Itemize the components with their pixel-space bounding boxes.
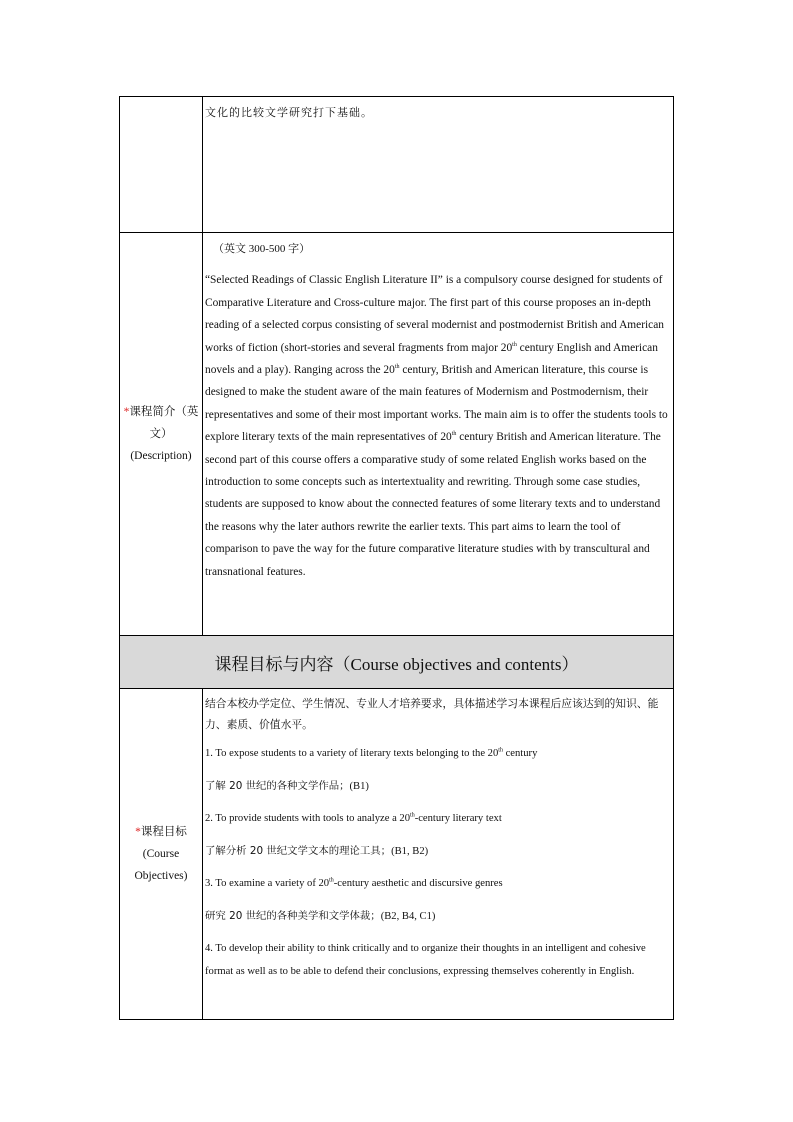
required-asterisk: * [135, 826, 141, 838]
objective-2: 2. To provide students with tools to analyze a 20th-century literary text [205, 812, 502, 824]
objective-1: 1. To expose students to a variety of literary texts belonging to the 20th century [205, 747, 538, 759]
section-header [120, 636, 674, 689]
objective-2-zh: 了解分析 20 世纪文学文本的理论工具；(B1, B2) [205, 845, 429, 857]
objective-3: 3. To examine a variety of 20th-century aesthetic and discursive genres [205, 877, 503, 889]
required-asterisk: * [123, 406, 130, 418]
description-label [120, 233, 203, 636]
section-header-row [120, 636, 674, 689]
empty-label-cell [120, 97, 203, 233]
objectives-label [120, 689, 203, 1020]
description-text: “Selected Readings of Classic English Literature II” is a compulsory course designed for students of Comparative Literature and Cross-culture major. The first part of this course proposes an in-depth reading of a selected corpus consisting of several modernist and postmodernist British and American works of fiction (short-stories and several fragments from major 20th century English and American novels and a play). Ranging across the 20th century, British and American literature, this course is designed to make the student aware of the main features of Modernism and Postmodernism, their representatives and some of their most important works. The main aim is to offer the students tools to explore literary texts of the main representatives of 20th century British and American literature. The second part of this course offers a comparative study of some related English works based on the introduction to some concepts such as intertextuality and rewriting. Through some case studies, students are supposed to know about the connected features of some literary texts and to understand the reasons why the later authors rewrite the earlier texts. This part aims to learn the tool of comparison to pave the way for the future comparative literature studies with by transcultural and transnational features. [205, 274, 668, 578]
objectives-intro: 结合本校办学定位、学生情况、专业人才培养要求，具体描述学习本课程后应该达到的知识、能力、素质、价值水平。 [205, 697, 659, 731]
objective-1-zh: 了解 20 世纪的各种文学作品；(B1) [205, 780, 369, 792]
previous-section-text: 文化的比较文学研究打下基础。 [203, 97, 674, 233]
section-header-zh: 课程目标与内容 [214, 654, 334, 675]
objective-3-zh: 研究 20 世纪的各种美学和文学体裁；(B2, B4, C1) [205, 910, 436, 922]
description-label-zh: 课程简介（英文） [129, 406, 199, 440]
course-info-table [119, 96, 674, 1020]
section-header-en: （Course objectives and contents） [333, 654, 579, 674]
length-note: （英文 300-500 字） [213, 243, 311, 255]
table-row-objectives [120, 689, 674, 1020]
objectives-label-zh: 课程目标 [140, 826, 187, 838]
description-label-en: (Description) [130, 450, 192, 462]
objectives-content [203, 689, 674, 1020]
description-content [203, 233, 674, 636]
objective-4: 4. To develop their ability to think critically and to organize their thoughts in an intelligent and cohesive format as well as to be able to defend their conclusions, expressing themselves coherently in English. [205, 943, 646, 977]
table-row-description [120, 233, 674, 636]
table-row [120, 97, 674, 233]
objectives-label-en: (Course Objectives) [134, 848, 188, 882]
